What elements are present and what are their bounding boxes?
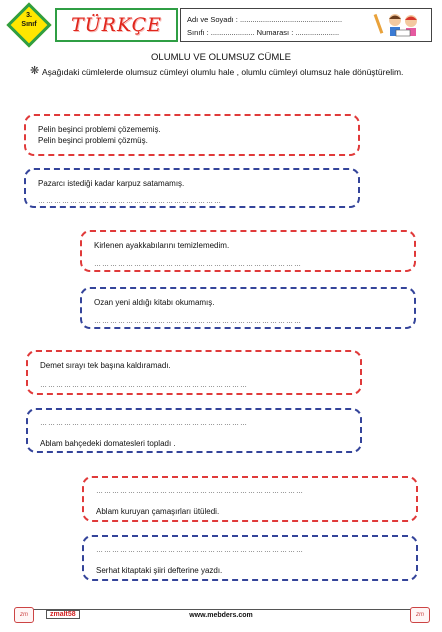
exercise-sentence: Pelin beşinci problemi çözememiş.	[38, 125, 161, 134]
exercise-box-3	[80, 230, 416, 272]
answer-line[interactable]: ……………………………………………………………………	[40, 382, 248, 389]
flower-bullet-icon: ❋	[30, 65, 40, 77]
grade-text	[13, 11, 45, 29]
exercise-answer[interactable]: Pelin beşinci problemi çözmüş.	[38, 136, 148, 145]
footer-divider	[22, 609, 420, 610]
exercise-sentence: Serhat kitaptaki şiiri defterine yazdı.	[96, 566, 223, 575]
exercise-box-5	[26, 350, 362, 395]
answer-line[interactable]: ……………………………………………………………	[38, 198, 222, 205]
exercise-sentence: Pazarcı istediği kadar karpuz satamamış.	[38, 179, 185, 188]
answer-line[interactable]: ……………………………………………………………………	[40, 420, 248, 427]
footer-code: zmaIt58	[46, 610, 80, 619]
exercise-box-6	[26, 408, 362, 453]
instruction-text: Aşağıdaki cümlelerde olumsuz cümleyi olumlu hale , olumlu cümleyi olumsuz hale dönüştürelim.	[42, 67, 404, 77]
exercise-sentence: Ablam kuruyan çamaşırları ütüledi.	[96, 507, 220, 516]
exercise-box-1	[24, 114, 360, 156]
exercise-sentence: Ozan yeni aldığı kitabı okumamış.	[94, 298, 215, 307]
name-field[interactable]: Adı ve Soyadı : .................................................	[187, 15, 343, 24]
grade-label: Sınıf	[21, 21, 37, 28]
answer-line[interactable]: ……………………………………………………………………	[94, 318, 302, 325]
class-number-field[interactable]: Sınıfı : ..................... Numarası : .....................	[187, 28, 340, 37]
grade-number: 3.	[26, 12, 32, 19]
exercise-box-7	[82, 476, 418, 522]
footer-left-badge: zm	[14, 607, 34, 623]
subject-box	[55, 8, 178, 42]
footer-site-link[interactable]: www.mebders.com	[189, 612, 253, 619]
kids-reading-icon	[373, 11, 427, 39]
worksheet-title: OLUMLU VE OLUMSUZ CÜMLE	[151, 52, 291, 63]
exercise-sentence: Ablam bahçedeki domatesleri topladı .	[40, 439, 176, 448]
exercise-box-8	[82, 535, 418, 581]
exercise-sentence: Demet sırayı tek başına kaldıramadı.	[40, 361, 171, 370]
exercise-box-2	[24, 168, 360, 208]
exercise-box-4	[80, 287, 416, 329]
answer-line[interactable]: ……………………………………………………………………	[96, 488, 304, 495]
answer-line[interactable]: ……………………………………………………………………	[96, 547, 304, 554]
subject-title: TÜRKÇE	[70, 14, 163, 36]
exercise-sentence: Kirlenen ayakkabılarını temizlemedim.	[94, 241, 230, 250]
footer-right-badge: zm	[410, 607, 430, 623]
student-info-box	[180, 8, 432, 42]
answer-line[interactable]: ……………………………………………………………………	[94, 261, 302, 268]
